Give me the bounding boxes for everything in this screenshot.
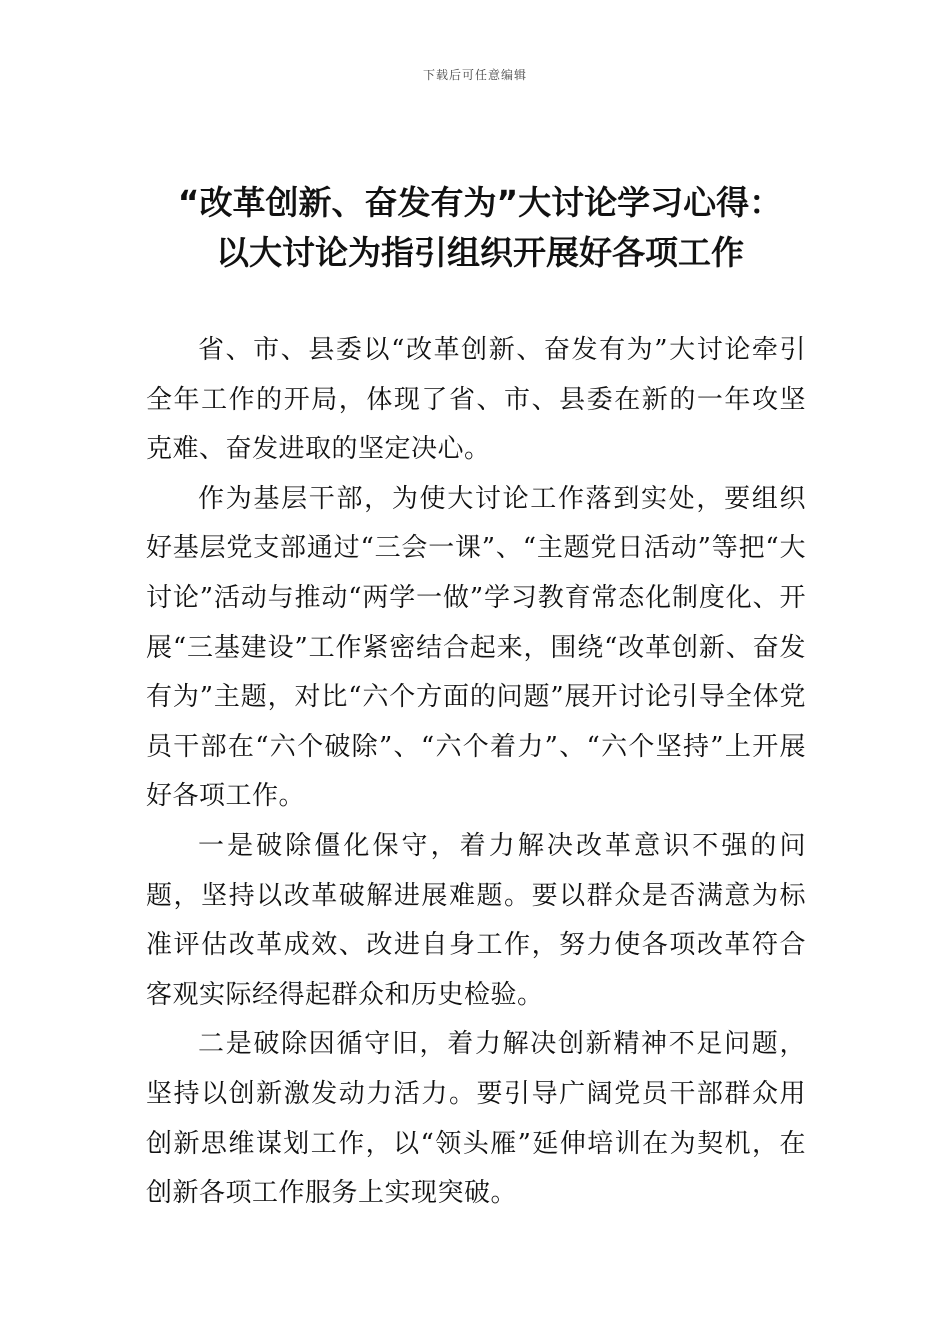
paragraph: 省、市、县委以“改革创新、奋发有为”大讨论牵引全年工作的开局，体现了省、市、县委在新的一年攻坚克难、奋发进取的坚定决心。 — [146, 335, 806, 465]
title-line-2: 以大讨论为指引组织开展好各项工作 — [216, 233, 744, 272]
document-body — [146, 326, 806, 1219]
paragraph: 一是破除僵化保守，着力解决改革意识不强的问题，坚持以改革破解进展难题。要以群众是否满意为标准评估改革成效、改进自身工作，努力使各项改革符合客观实际经得起群众和历史检验。 — [146, 830, 806, 1010]
title-line-1: “改革创新、奋发有为”大讨论学习心得： — [177, 183, 783, 222]
paragraph: 作为基层干部，为使大讨论工作落到实处，要组织好基层党支部通过“三会一课”、“主题党日活动”等把“大讨论”活动与推动“两学一做”学习教育常态化制度化、开展“三基建设”工作紧密结合起来，围绕“改革创新、奋发有为”主题，对比“六个方面的问题”展开讨论引导全体党员干部在“六个破除”、“六个着力”、“六个坚持”上开展好各项工作。 — [146, 483, 806, 812]
header-note: 下载后可任意编辑 — [422, 68, 527, 82]
document-title — [120, 178, 840, 278]
paragraph: 二是破除因循守旧，着力解决创新精神不足问题，坚持以创新激发动力活力。要引导广阔党员干部群众用创新思维谋划工作，以“领头雁”延伸培训在为契机，在创新各项工作服务上实现突破。 — [146, 1029, 806, 1209]
